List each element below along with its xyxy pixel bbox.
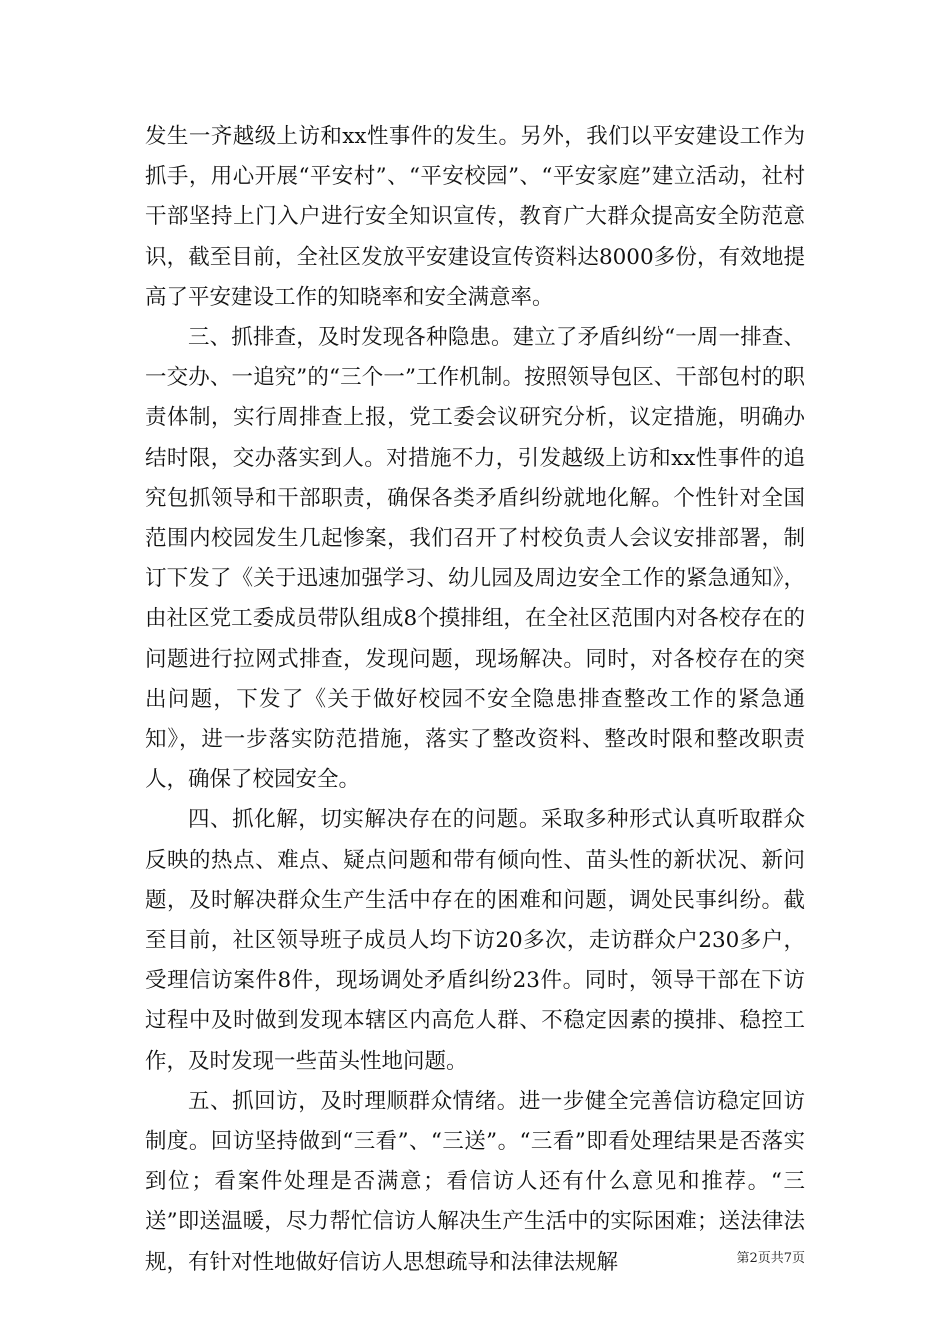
- paragraph-4: 五、抓回访，及时理顺群众情绪。进一步健全完善信访稳定回访制度。回访坚持做到“三看”、“三送”。“三看”即看处理结果是否落实到位；看案件处理是否满意；看信访人还有什么意见和推荐。“三送”即送温暖，尽力帮忙信访人解决生产生活中的实际困难；送法律法规，有针对性地做好信访人思想疏导和法律法规解: [145, 1088, 805, 1275]
- page-number-footer: 第2页共7页: [736, 1251, 805, 1266]
- document-body: [145, 117, 805, 1283]
- paragraph-1: 发生一齐越级上访和xx性事件的发生。另外，我们以平安建设工作为抓手，用心开展“平安村”、“平安校园”、“平安家庭”建立活动，社村干部坚持上门入户进行安全知识宣传，教育广大群众提高安全防范意识，截至目前，全社区发放平安建设宣传资料达8000多份，有效地提高了平安建设工作的知晓率和安全满意率。: [145, 124, 805, 310]
- paragraph-3: 四、抓化解，切实解决存在的问题。采取多种形式认真听取群众反映的热点、难点、疑点问题和带有倾向性、苗头性的新状况、新问题，及时解决群众生产生活中存在的困难和问题，调处民事纠纷。截至目前，社区领导班子成员人均下访20多次，走访群众户230多户，受理信访案件8件，现场调处矛盾纠纷23件。同时，领导干部在下访过程中及时做到发现本辖区内高危人群、不稳定因素的摸排、稳控工作，及时发现一些苗头性地问题。: [145, 807, 805, 1074]
- paragraph-2: 三、抓排查，及时发现各种隐患。建立了矛盾纠纷“一周一排查、一交办、一追究”的“三个一”工作机制。按照领导包区、干部包村的职责体制，实行周排查上报，党工委会议研究分析，议定措施，明确办结时限，交办落实到人。对措施不力，引发越级上访和xx性事件的追究包抓领导和干部职责，确保各类矛盾纠纷就地化解。个性针对全国范围内校园发生几起惨案，我们召开了村校负责人会议安排部署，制订下发了《关于迅速加强学习、幼儿园及周边安全工作的紧急通知》，由社区党工委成员带队组成8个摸排组，在全社区范围内对各校存在的问题进行拉网式排查，发现问题，现场解决。同时，对各校存在的突出问题，下发了《关于做好校园不安全隐患排查整改工作的紧急通知》，进一步落实防范措施，落实了整改资料、整改时限和整改职责人，确保了校园安全。: [145, 325, 805, 793]
